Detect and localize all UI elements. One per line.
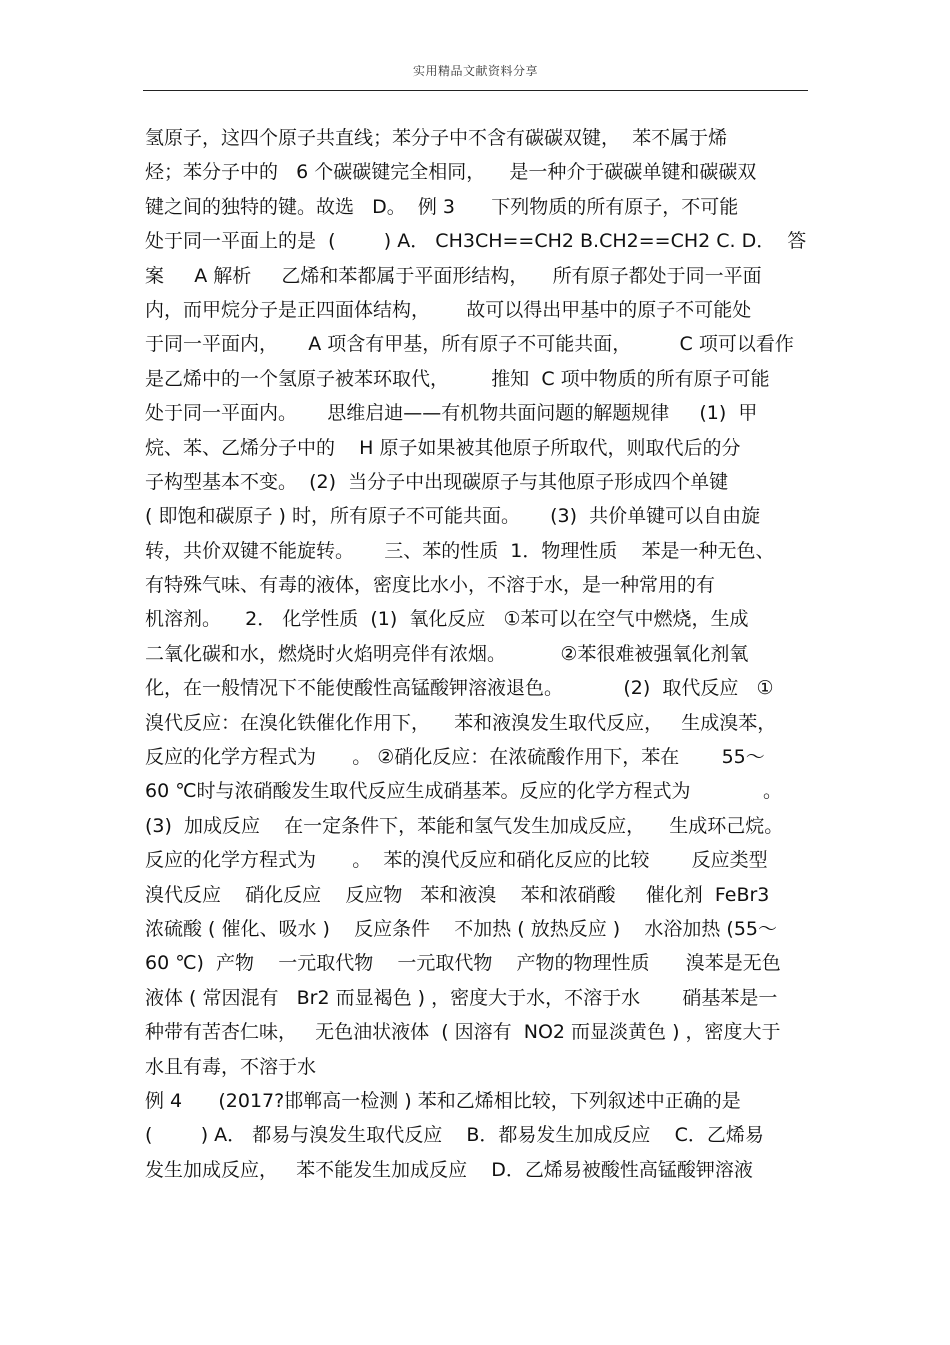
text-line: 反应的化学方程式为 。 苯的溴代反应和硝化反应的比较 反应类型 <box>145 849 768 872</box>
text-line: 浓硫酸 ( 催化、吸水 ) 反应条件 不加热 ( 放热反应 ) 水浴加热 (55～ <box>145 917 777 940</box>
text-line: 化，在一般情况下不能使酸性高锰酸钾溶液退色。 (2) 取代反应 ① <box>145 677 774 700</box>
header-divider <box>143 90 808 91</box>
text-line: 反应的化学方程式为 。 ②硝化反应：在浓硫酸作用下，苯在 55～ <box>145 746 765 769</box>
text-line: 处于同一平面上的是 ( ) A． CH3CH==CH2 B.CH2==CH2 C. D． 答 <box>145 230 807 253</box>
text-line: ( ) A． 都易与溴发生取代反应 B．都易发生加成反应 C．乙烯易 <box>145 1124 764 1147</box>
text-line: 溴代反应 硝化反应 反应物 苯和液溴 苯和浓硝酸 催化剂 FeBr3 <box>145 883 770 906</box>
text-line: 发生加成反应， 苯不能发生加成反应 D．乙烯易被酸性高锰酸钾溶液 <box>145 1158 753 1181</box>
text-line: 转，共价双键不能旋转。 三、苯的性质 1．物理性质 苯是一种无色、 <box>145 539 775 562</box>
text-line: 种带有苦杏仁味， 无色油状液体 ( 因溶有 NO2 而显淡黄色 ) ，密度大于 <box>145 1021 781 1044</box>
text-line: 60 ℃时与浓硝酸发生取代反应生成硝基苯。反应的化学方程式为 。 <box>145 780 783 803</box>
text-line: 子构型基本不变。 (2) 当分子中出现碳原子与其他原子形成四个单键 <box>145 470 729 493</box>
text-line: 处于同一平面内。 思维启迪——有机物共面问题的解题规律 (1) 甲 <box>145 402 758 425</box>
text-line: 有特殊气味、有毒的液体，密度比水小，不溶于水，是一种常用的有 <box>145 574 716 597</box>
text-line: 溴代反应：在溴化铁催化作用下， 苯和液溴发生取代反应， 生成溴苯， <box>145 711 777 734</box>
text-line: 键之间的独特的键。故选 D。 例 3 下列物质的所有原子，不可能 <box>145 195 739 218</box>
text-line: 于同一平面内， A 项含有甲基，所有原子不可能共面， C 项可以看作 <box>145 333 794 356</box>
page-header-title: 实用精品文献资料分享 <box>412 64 538 78</box>
text-line: 水且有毒，不溶于水 <box>145 1055 317 1078</box>
text-line: 烃；苯分子中的 6 个碳碳键完全相同， 是一种介于碳碳单键和碳碳双 <box>145 161 757 184</box>
text-line: 60 ℃) 产物 一元取代物 一元取代物 产物的物理性质 溴苯是无色 <box>145 952 781 975</box>
text-line: 机溶剂。 2． 化学性质 (1) 氧化反应 ①苯可以在空气中燃烧，生成 <box>145 608 749 631</box>
text-line: 二氧化碳和水，燃烧时火焰明亮伴有浓烟。 ②苯很难被强氧化剂氧 <box>145 642 749 665</box>
text-line: ( 即饱和碳原子 ) 时，所有原子不可能共面。 (3) 共价单键可以自由旋 <box>145 505 761 528</box>
text-line: 内，而甲烷分子是正四面体结构， 故可以得出甲基中的原子不可能处 <box>145 298 752 321</box>
document-body <box>145 121 810 1187</box>
text-line: 例 4 (2017?邯郸高一检测 ) 苯和乙烯相比较，下列叙述中正确的是 <box>145 1089 741 1112</box>
text-line: 是乙烯中的一个氢原子被苯环取代， 推知 C 项中物质的所有原子可能 <box>145 367 770 390</box>
text-line: 案 A 解析 乙烯和苯都属于平面形结构， 所有原子都处于同一平面 <box>145 264 762 287</box>
text-line: 烷、苯、乙烯分子中的 H 原子如果被其他原子所取代，则取代后的分 <box>145 436 741 459</box>
text-line: 氢原子，这四个原子共直线；苯分子中不含有碳碳双键， 苯不属于烯 <box>145 127 728 149</box>
text-line: (3) 加成反应 在一定条件下，苯能和氢气发生加成反应， 生成环己烷。 <box>145 814 784 837</box>
text-line: 液体 ( 常因混有 Br2 而显褐色 ) ，密度大于水，不溶于水 硝基苯是一 <box>145 986 778 1009</box>
